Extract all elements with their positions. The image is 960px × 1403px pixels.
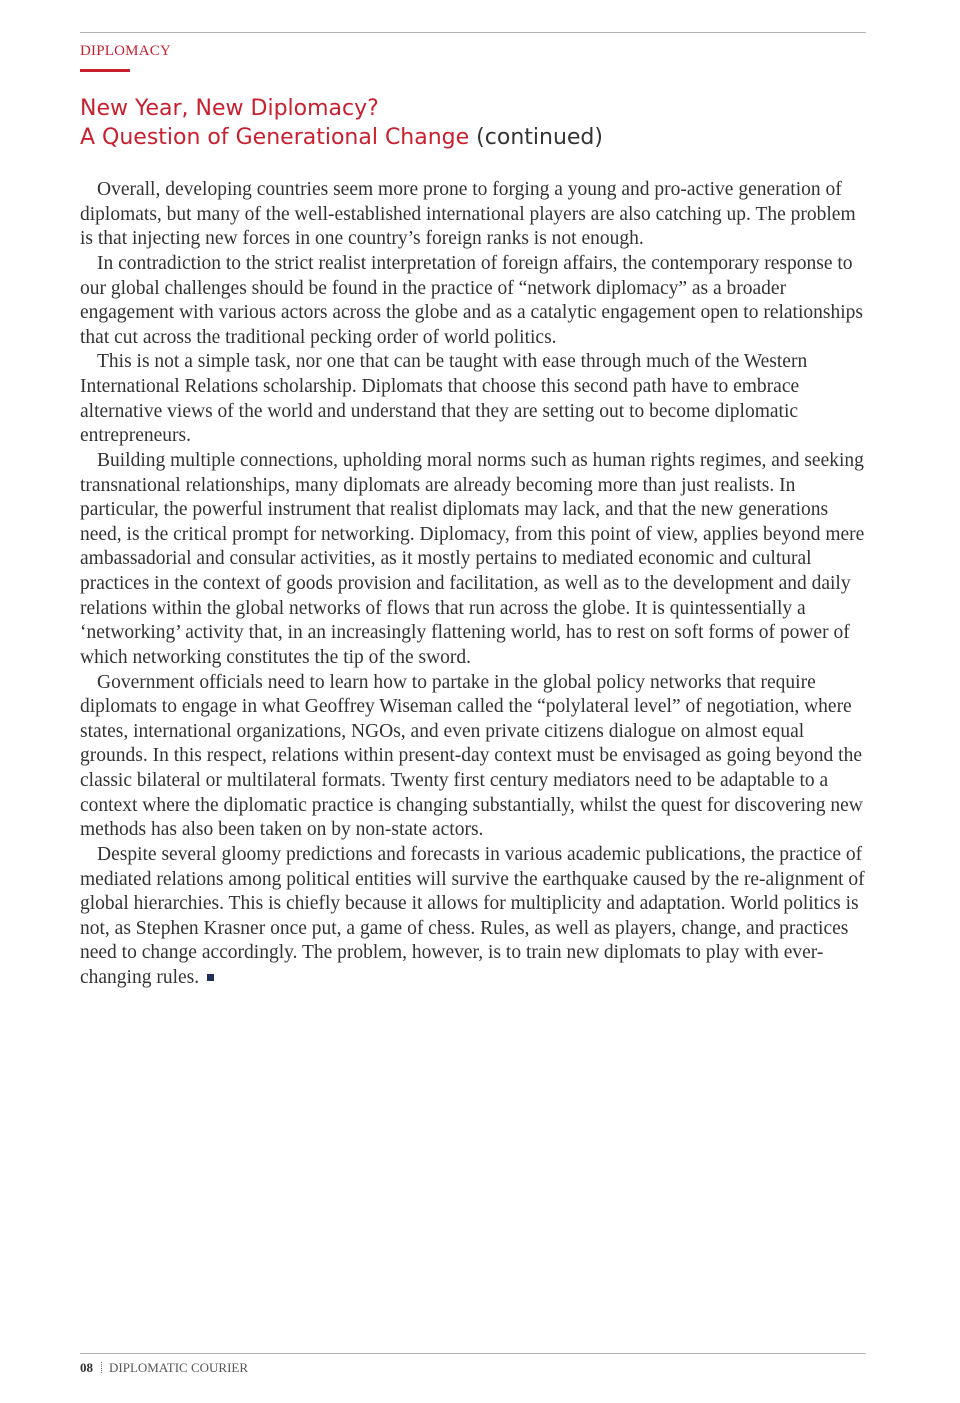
bottom-rule [80,1353,866,1354]
paragraph: Government officials need to learn how to partake in the global policy networks that require diplomats to engage in what Geoffrey Wiseman called the “polylateral level” of negotiation, where states, international organizations, NGOs, and even private citizens dialogue on almost equal grounds. In this respect, relations within present-day context must be envisaged as going beyond the classic bilateral or multilateral formats. Twenty first century mediators need to be adaptable to a context where the diplomatic practice is changing substantially, whilst the quest for discovering new methods has also been taken on by non-state actors. [80,671,863,841]
article-title-suffix: (continued) [469,125,603,150]
article-title [80,94,603,152]
page-number: 08 [80,1360,93,1375]
section-underline [80,69,130,72]
section-label: DIPLOMACY [80,43,171,59]
paragraph-last [80,843,870,991]
paragraph: In contradiction to the strict realist interpretation of foreign affairs, the contemporary response to our global challenges should be found in the practice of “network diplomacy” as a broader engagement with various actors across the globe and as a catalytic engagement open to relationships that cut across the traditional pecking order of world politics. [80,252,863,348]
paragraph: Building multiple connections, upholding moral norms such as human rights regimes, and seeking transnational relationships, many diplomats are already becoming more than just realists. In particular, the powerful instrument that realist diplomats may lack, and that the new generations need, is the critical prompt for networking. Diplomacy, from this point of view, applies beyond mere ambassadorial and consular activities, as it mostly pertains to mediated economic and cultural practices in the context of goods provision and facilitation, as well as to the development and daily relations within the global networks of flows that run across the globe. It is quintessentially a ‘networking’ activity that, in an increasingly flattening world, has to rest on soft forms of power of which networking constitutes the tip of the sword. [80,449,865,668]
article-title-line-1: New Year, New Diplomacy? [80,96,379,121]
paragraph-last-text: Despite several gloomy predictions and forecasts in various academic publications, the practice of mediated relations among political entities will survive the earthquake caused by the re-alignment of global hierarchies. This is chiefly because it allows for multiplicity and adaptation. World politics is not, as Stephen Krasner once put, a game of chess. Rules, as well as players, change, and practices need to change accordingly. The problem, however, is to train new diplomats to play with ever-changing rules. [80,843,865,988]
article-title-line-2: A Question of Generational Change [80,125,470,150]
footer-separator [101,1362,103,1373]
publication-name: DIPLOMATIC COURIER [109,1360,249,1375]
paragraph: Overall, developing countries seem more prone to forging a young and pro-active generation of diplomats, but many of the well-established international players are also catching up. The problem is that injecting new forces in one country’s foreign ranks is not enough. [80,179,856,250]
page-footer [80,1360,248,1376]
top-rule [80,32,866,33]
paragraph: This is not a simple task, nor one that can be taught with ease through much of the Western International Relations scholarship. Diplomats that choose this second path have to embrace alternative views of the world and understand that they are setting out to become diplomatic entrepreneurs. [80,351,808,447]
article-body [80,178,870,991]
end-of-article-mark [207,974,214,981]
